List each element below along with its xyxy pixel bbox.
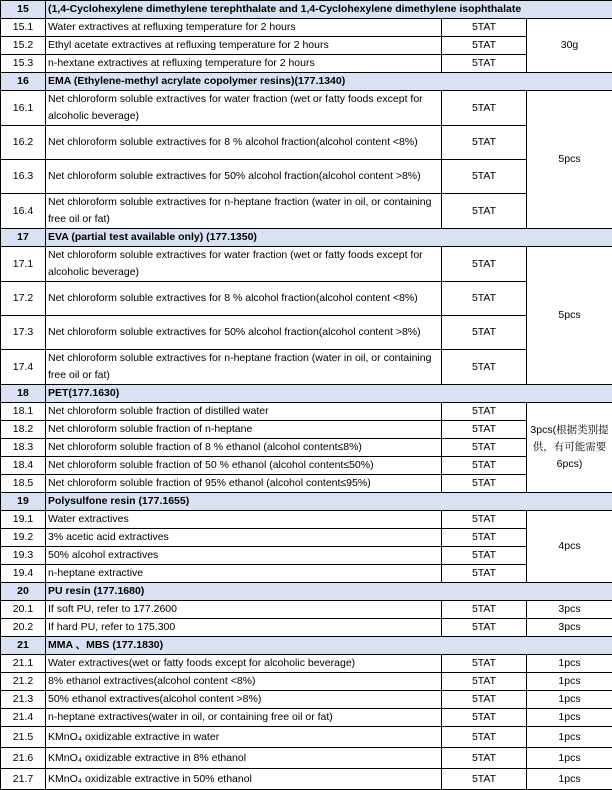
section-number: 18 xyxy=(1,385,46,403)
table-row xyxy=(1,475,612,493)
section-title: EVA (partial test available only) (177.1350) xyxy=(46,229,612,247)
section-header-row xyxy=(1,493,612,511)
item-description: 8% ethanol extractives(alcohol content <8%) xyxy=(46,673,442,691)
section-number: 15 xyxy=(1,1,46,19)
item-number: 18.1 xyxy=(1,403,46,421)
test-method: 5TAT xyxy=(442,673,527,691)
table-row xyxy=(1,619,612,637)
table-row xyxy=(1,421,612,439)
item-number: 16.3 xyxy=(1,160,46,194)
test-method: 5TAT xyxy=(442,247,527,282)
item-number: 17.4 xyxy=(1,350,46,385)
test-method: 5TAT xyxy=(442,316,527,350)
section-header-row xyxy=(1,637,612,655)
test-method: 5TAT xyxy=(442,529,527,547)
test-method: 5TAT xyxy=(442,350,527,385)
table-row xyxy=(1,350,612,385)
item-number: 21.6 xyxy=(1,748,46,769)
sample-quantity: 1pcs xyxy=(527,691,612,709)
test-method: 5TAT xyxy=(442,403,527,421)
item-description: KMnO₄ oxidizable extractive in 8% ethanol xyxy=(46,748,442,769)
item-description: Net chloroform soluble fraction of distilled water xyxy=(46,403,442,421)
test-method: 5TAT xyxy=(442,475,527,493)
item-description: Net chloroform soluble extractives for 8 % alcohol fraction(alcohol content <8%) xyxy=(46,282,442,316)
section-number: 21 xyxy=(1,637,46,655)
item-number: 17.1 xyxy=(1,247,46,282)
item-number: 17.2 xyxy=(1,282,46,316)
test-method: 5TAT xyxy=(442,709,527,727)
item-description: If hard PU, refer to 175.300 xyxy=(46,619,442,637)
test-method: 5TAT xyxy=(442,457,527,475)
item-number: 15.3 xyxy=(1,55,46,73)
item-number: 17.3 xyxy=(1,316,46,350)
table-row xyxy=(1,565,612,583)
item-number: 15.2 xyxy=(1,37,46,55)
table-row xyxy=(1,748,612,769)
table-row xyxy=(1,55,612,73)
item-description: Net chloroform soluble extractives for 8 % alcohol fraction(alcohol content <8%) xyxy=(46,126,442,160)
test-method: 5TAT xyxy=(442,91,527,126)
section-number: 16 xyxy=(1,73,46,91)
section-header-row xyxy=(1,73,612,91)
item-number: 20.1 xyxy=(1,601,46,619)
test-method: 5TAT xyxy=(442,691,527,709)
item-number: 21.5 xyxy=(1,727,46,748)
section-title: EMA (Ethylene-methyl acrylate copolymer resins)(177.1340) xyxy=(46,73,612,91)
item-description: If soft PU, refer to 177.2600 xyxy=(46,601,442,619)
table-row xyxy=(1,247,612,282)
sample-quantity: 30g xyxy=(527,19,612,73)
table-row xyxy=(1,691,612,709)
item-description: KMnO₄ oxidizable extractive in water xyxy=(46,727,442,748)
table-row xyxy=(1,403,612,421)
item-number: 15.1 xyxy=(1,19,46,37)
item-description: Net chloroform soluble fraction of 50 % ethanol (alcohol content≤50%) xyxy=(46,457,442,475)
sample-quantity: 1pcs xyxy=(527,709,612,727)
item-number: 19.1 xyxy=(1,511,46,529)
section-header-row xyxy=(1,1,612,19)
item-description: Net chloroform soluble extractives for n-heptane fraction (water in oil, or containing free oil or fat) xyxy=(46,194,442,229)
sample-quantity: 1pcs xyxy=(527,748,612,769)
test-method: 5TAT xyxy=(442,160,527,194)
item-description: 3% acetic acid extractives xyxy=(46,529,442,547)
item-description: Net chloroform soluble extractives for n-heptane fraction (water in oil, or containing free oil or fat) xyxy=(46,350,442,385)
section-header-row xyxy=(1,385,612,403)
table-row xyxy=(1,37,612,55)
item-description: Water extractives xyxy=(46,511,442,529)
section-number: 20 xyxy=(1,583,46,601)
item-description: n-heptane extractives(water in oil, or containing free oil or fat) xyxy=(46,709,442,727)
item-number: 20.2 xyxy=(1,619,46,637)
item-description: Net chloroform soluble fraction of n-heptane xyxy=(46,421,442,439)
sample-quantity: 1pcs xyxy=(527,655,612,673)
item-number: 21.1 xyxy=(1,655,46,673)
table-row xyxy=(1,529,612,547)
item-number: 21.3 xyxy=(1,691,46,709)
test-method: 5TAT xyxy=(442,19,527,37)
item-description: 50% alcohol extractives xyxy=(46,547,442,565)
test-method: 5TAT xyxy=(442,421,527,439)
test-method: 5TAT xyxy=(442,439,527,457)
test-method: 5TAT xyxy=(442,511,527,529)
table-row xyxy=(1,769,612,790)
item-number: 18.5 xyxy=(1,475,46,493)
sample-quantity: 5pcs xyxy=(527,247,612,385)
table-row xyxy=(1,709,612,727)
item-description: Ethyl acetate extractives at refluxing temperature for 2 hours xyxy=(46,37,442,55)
item-description: Net chloroform soluble extractives for water fraction (wet or fatty foods except for alcoholic beverage) xyxy=(46,91,442,126)
item-description: Net chloroform soluble fraction of 95% ethanol (alcohol content≤95%) xyxy=(46,475,442,493)
sample-quantity: 4pcs xyxy=(527,511,612,583)
table-row xyxy=(1,282,612,316)
item-number: 21.2 xyxy=(1,673,46,691)
table-row xyxy=(1,601,612,619)
item-number: 16.4 xyxy=(1,194,46,229)
item-description: KMnO₄ oxidizable extractive in 50% ethanol xyxy=(46,769,442,790)
item-number: 16.2 xyxy=(1,126,46,160)
section-title: MMA 、MBS (177.1830) xyxy=(46,637,612,655)
test-method: 5TAT xyxy=(442,619,527,637)
table-row xyxy=(1,316,612,350)
item-description: Net chloroform soluble extractives for water fraction (wet or fatty foods except for alcoholic beverage) xyxy=(46,247,442,282)
sample-quantity: 3pcs xyxy=(527,601,612,619)
item-number: 18.3 xyxy=(1,439,46,457)
sample-quantity: 1pcs xyxy=(527,769,612,790)
test-method: 5TAT xyxy=(442,37,527,55)
table-row xyxy=(1,19,612,37)
test-method: 5TAT xyxy=(442,601,527,619)
item-description: n-heptane extractive xyxy=(46,565,442,583)
item-number: 16.1 xyxy=(1,91,46,126)
table-row xyxy=(1,673,612,691)
section-number: 17 xyxy=(1,229,46,247)
table-row xyxy=(1,160,612,194)
test-method: 5TAT xyxy=(442,769,527,790)
item-description: n-hextane extractives at refluxing temperature for 2 hours xyxy=(46,55,442,73)
item-description: Net chloroform soluble extractives for 50% alcohol fraction(alcohol content >8%) xyxy=(46,316,442,350)
sample-quantity: 1pcs xyxy=(527,673,612,691)
section-header-row xyxy=(1,229,612,247)
table-row xyxy=(1,457,612,475)
item-number: 19.4 xyxy=(1,565,46,583)
sample-quantity: 1pcs xyxy=(527,727,612,748)
test-method: 5TAT xyxy=(442,655,527,673)
table-row xyxy=(1,194,612,229)
test-method: 5TAT xyxy=(442,126,527,160)
item-description: 50% ethanol extractives(alcohol content >8%) xyxy=(46,691,442,709)
test-method: 5TAT xyxy=(442,547,527,565)
item-number: 19.3 xyxy=(1,547,46,565)
test-method: 5TAT xyxy=(442,727,527,748)
item-description: Net chloroform soluble extractives for 50% alcohol fraction(alcohol content >8%) xyxy=(46,160,442,194)
item-number: 18.4 xyxy=(1,457,46,475)
item-number: 21.4 xyxy=(1,709,46,727)
sample-quantity: 3pcs xyxy=(527,619,612,637)
test-method: 5TAT xyxy=(442,282,527,316)
table-row xyxy=(1,511,612,529)
section-title: PET(177.1630) xyxy=(46,385,612,403)
section-title: PU resin (177.1680) xyxy=(46,583,612,601)
test-method: 5TAT xyxy=(442,194,527,229)
section-title: (1,4-Cyclohexylene dimethylene terephthalate and 1,4-Cyclohexylene dimethylene isophthalate xyxy=(46,1,612,19)
section-title: Polysulfone resin (177.1655) xyxy=(46,493,612,511)
item-number: 19.2 xyxy=(1,529,46,547)
section-number: 19 xyxy=(1,493,46,511)
item-number: 21.7 xyxy=(1,769,46,790)
table-row xyxy=(1,547,612,565)
item-number: 18.2 xyxy=(1,421,46,439)
table-row xyxy=(1,439,612,457)
test-method: 5TAT xyxy=(442,55,527,73)
table-row xyxy=(1,655,612,673)
table-row xyxy=(1,126,612,160)
item-description: Water extractives(wet or fatty foods except for alcoholic beverage) xyxy=(46,655,442,673)
sample-quantity: 5pcs xyxy=(527,91,612,229)
sample-quantity: 3pcs(根据类别提供，有可能需要6pcs) xyxy=(527,403,612,493)
item-description: Net chloroform soluble fraction of 8 % ethanol (alcohol content≤8%) xyxy=(46,439,442,457)
table-row xyxy=(1,91,612,126)
table-row xyxy=(1,727,612,748)
test-method: 5TAT xyxy=(442,565,527,583)
section-header-row xyxy=(1,583,612,601)
item-description: Water extractives at refluxing temperature for 2 hours xyxy=(46,19,442,37)
test-method: 5TAT xyxy=(442,748,527,769)
